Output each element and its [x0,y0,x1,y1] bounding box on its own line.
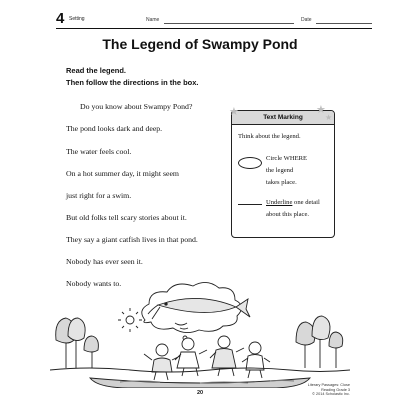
circle-instruction-line: takes place. [266,179,297,186]
text-marking-title: Text Marking [232,111,334,125]
name-blank[interactable] [164,23,294,24]
name-label: Name [146,17,160,23]
star-icon: ★ [325,113,333,122]
underline-instruction [266,197,320,208]
legend-line: The pond looks dark and deep. [66,124,163,133]
page-title: The Legend of Swampy Pond [102,36,298,52]
direction-line: Then follow the directions in the box. [66,78,199,87]
star-icon: ★ [316,104,326,116]
legend-line: The water feels cool. [66,147,132,156]
legend-line: Nobody wants to. [66,279,122,288]
circle-instruction-line: the legend [266,167,294,174]
kids-at-pond-illustration [50,280,350,388]
date-blank[interactable] [316,23,372,24]
legend-line: They say a giant catfish lives in that pond. [66,235,198,244]
marking-prompt: Think about the legend. [238,133,301,140]
footer-page-number: 20 [196,390,204,396]
header-rule [56,28,372,29]
credit-line: © 2014 Scholastic Inc. [312,392,350,397]
worksheet-header [56,11,372,29]
page-number: 4 [56,10,65,27]
direction-line: Read the legend. [66,66,127,75]
directions [66,65,199,89]
underline-keyword: Underline [266,199,293,206]
date-label: Date [301,17,312,23]
circle-instruction-line: Circle WHERE [266,155,308,162]
legend-line: Do you know about Swampy Pond? [80,102,193,111]
underline-instruction-line: about this place. [266,211,310,218]
legend-line: Nobody has ever seen it. [66,257,143,266]
text-marking-box [229,104,335,238]
legend-line: On a hot summer day, it might seem [66,169,179,178]
underline-icon [238,204,262,205]
legend-line: But old folks tell scary stories about it. [66,213,187,222]
skill-label: Setting [69,16,85,22]
underline-instruction-rest: one detail [292,199,320,206]
legend-line: just right for a swim. [66,191,132,200]
oval-icon [238,157,262,169]
credit-line: Literary Passages: Close Reading Grade 3 [307,383,350,392]
star-icon: ★ [229,106,239,118]
